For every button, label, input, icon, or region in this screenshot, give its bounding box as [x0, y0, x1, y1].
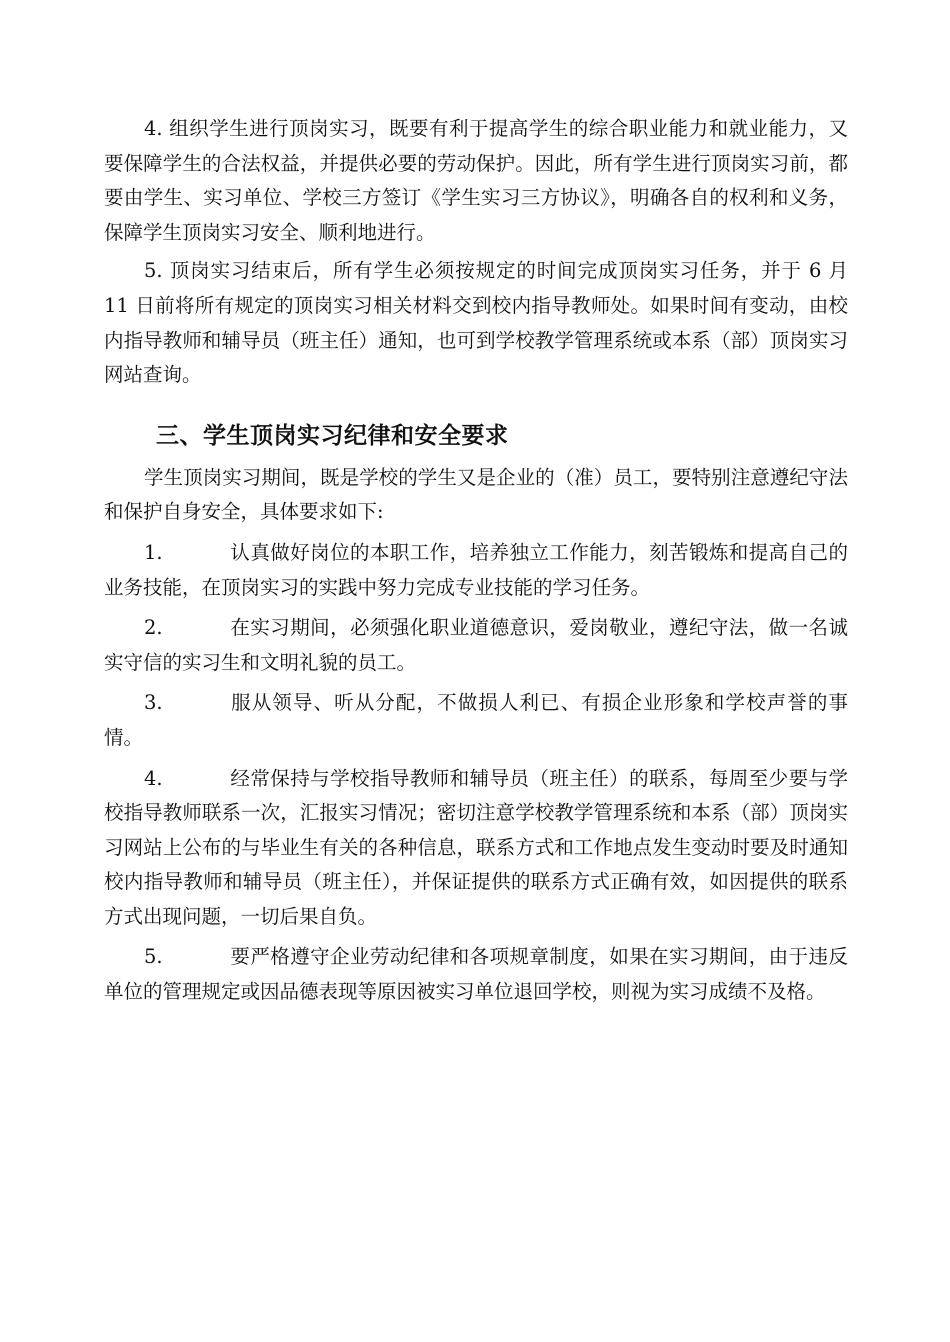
list-item-number: 4.	[144, 766, 163, 790]
list-item	[104, 762, 848, 935]
list-item-text: 经常保持与学校指导教师和辅导员（班主任）的联系，每周至少要与学校指导教师联系一次，汇报实习情况；密切注意学校教学管理系统和本系（部）顶岗实习网站上公布的与毕业生有关的各种信息，联系方式和工作地点发生变动时要及时通知校内指导教师和辅导员（班主任），并保证提供的联系方式正确有效，如因提供的联系方式出现问题，一切后果自负。	[104, 766, 848, 928]
document-body	[104, 112, 848, 1010]
list-item-number: 1.	[144, 540, 163, 564]
paragraph-4: 4. 组织学生进行顶岗实习，既要有利于提高学生的综合职业能力和就业能力，又要保障学生的合法权益，并提供必要的劳动保护。因此，所有学生进行顶岗实习前，都要由学生、实习单位、学校三方签订《学生实习三方协议》，明确各自的权利和义务，保障学生顶岗实习安全、顺利地进行。	[104, 117, 848, 244]
list-item	[104, 686, 848, 755]
list-item	[104, 940, 848, 1009]
list-item-number: 5.	[144, 945, 163, 969]
list-item-number: 3.	[144, 691, 163, 715]
section-heading: 三、学生顶岗实习纪律和安全要求	[156, 422, 509, 449]
list-item-number: 2.	[144, 616, 163, 640]
list-item	[104, 611, 848, 680]
section-intro: 学生顶岗实习期间，既是学校的学生又是企业的（准）员工，要特别注意遵纪守法和保护自身安全，具体要求如下:	[104, 465, 848, 524]
list-item-text: 要严格遵守企业劳动纪律和各项规章制度，如果在实习期间，由于违反单位的管理规定或因品德表现等原因被实习单位退回学校，则视为实习成绩不及格。	[104, 945, 848, 1004]
paragraph-5: 5. 顶岗实习结束后，所有学生必须按规定的时间完成顶岗实习任务，并于 6 月 11 日前将所有规定的顶岗实习相关材料交到校内指导教师处。如果时间有变动，由校内指导教师和辅导员（班主任）通知，也可到学校教学管理系统或本系（部）顶岗实习网站查询。	[104, 259, 848, 387]
list-item-text: 认真做好岗位的本职工作，培养独立工作能力，刻苦锻炼和提高自己的业务技能，在顶岗实习的实践中努力完成专业技能的学习任务。	[104, 540, 848, 599]
list-item	[104, 536, 848, 605]
list-item-text: 在实习期间，必须强化职业道德意识，爱岗敬业，遵纪守法，做一名诚实守信的实习生和文明礼貌的员工。	[104, 616, 848, 674]
list-item-text: 服从领导、听从分配，不做损人利已、有损企业形象和学校声誉的事情。	[104, 691, 848, 749]
